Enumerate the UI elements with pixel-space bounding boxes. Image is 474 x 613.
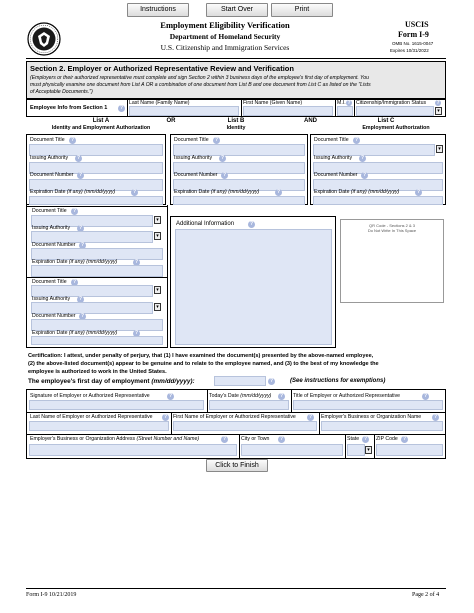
last-name-field[interactable] <box>129 106 239 116</box>
last-name-label: Last Name (Family Name) <box>129 100 190 106</box>
help-icon[interactable]: ? <box>134 330 139 336</box>
zip-label: ZIP Code <box>376 436 398 442</box>
help-icon[interactable]: ? <box>222 436 227 442</box>
help-icon[interactable]: ? <box>80 313 85 319</box>
help-icon[interactable]: ? <box>276 189 281 195</box>
help-icon[interactable]: ? <box>279 393 284 399</box>
footer-page-number: Page 2 of 4 <box>412 592 440 598</box>
first-day-label: The employee's first day of employment (mm/dd/yyyy): <box>28 378 195 385</box>
address-label: Employer's Business or Organization Address <box>30 436 136 442</box>
section2-instructions-3: of Acceptable Documents.") <box>30 89 93 95</box>
help-icon[interactable]: ? <box>354 137 359 143</box>
additional-info-area <box>170 216 446 348</box>
help-icon[interactable]: ? <box>78 172 83 178</box>
employee-info-row <box>26 99 446 117</box>
address-field[interactable] <box>29 444 237 456</box>
citizenship-field[interactable] <box>356 106 434 116</box>
document-number-label: Document Number <box>30 172 74 178</box>
help-icon[interactable]: ? <box>72 279 77 285</box>
instructions-button[interactable]: Instructions <box>127 3 189 17</box>
employer-last-name-label: Last Name of Employer or Authorized Representative <box>30 414 153 420</box>
help-icon[interactable]: ? <box>362 172 367 178</box>
list-c-document: Document Title ? ▾ Issuing Authority ? Document Number ? Expiration Date (if any) (mm/dd/yyyy) ? <box>310 134 446 205</box>
citizenship-label: Citizenship/Immigration Status <box>356 100 427 106</box>
department: Department of Homeland Security <box>169 32 281 41</box>
city-field[interactable] <box>241 444 343 456</box>
signature-field[interactable] <box>29 400 204 410</box>
first-day-field[interactable] <box>214 376 266 386</box>
employer-last-name-field[interactable] <box>29 421 169 431</box>
first-name-field[interactable] <box>243 106 333 116</box>
help-icon[interactable]: ? <box>76 155 81 161</box>
see-instructions-note: (See instructions for exemptions) <box>290 378 386 384</box>
signature-label: Signature of Employer or Authorized Representative <box>30 393 150 399</box>
help-icon[interactable]: ? <box>72 208 77 214</box>
help-icon[interactable]: ? <box>222 172 227 178</box>
list-headers <box>26 118 446 134</box>
mi-field[interactable] <box>337 106 353 116</box>
help-icon[interactable]: ? <box>363 436 368 442</box>
section2-instructions-2: must physically examine one document from List A OR a combination of one document from List B and one document from List C as listed on the "Lists <box>30 82 371 88</box>
employer-first-name-field[interactable] <box>173 421 317 431</box>
city-label: City or Town <box>241 436 270 442</box>
and-label: AND <box>304 118 317 124</box>
list-b-document: Document Title ? Issuing Authority ? Document Number ? Expiration Date (if any) (mm/dd/yyyy) ? <box>170 134 308 205</box>
additional-info-field[interactable] <box>175 229 332 345</box>
chevron-down-icon[interactable]: ▾ <box>154 303 161 311</box>
print-button[interactable]: Print <box>271 3 333 17</box>
help-icon[interactable]: ? <box>416 189 421 195</box>
mi-label: M.I. <box>337 100 346 106</box>
help-icon[interactable]: ? <box>279 436 284 442</box>
title-field[interactable] <box>293 400 443 410</box>
form-number: Form I-9 <box>398 30 429 39</box>
additional-info-label: Additional Information <box>176 221 235 227</box>
help-icon[interactable]: ? <box>214 137 219 143</box>
help-icon[interactable]: ? <box>134 259 139 265</box>
chevron-down-icon[interactable]: ▾ <box>154 216 161 224</box>
list-a-doc2-exp-field[interactable] <box>31 265 163 277</box>
help-icon[interactable]: ? <box>163 414 168 420</box>
list-b-exp-date-field[interactable] <box>173 196 305 205</box>
help-icon[interactable]: ? <box>78 296 83 302</box>
list-a-doc3-exp-field[interactable] <box>31 336 163 345</box>
zip-field[interactable] <box>376 444 443 456</box>
employee-info-label: Employee Info from Section 1 <box>30 105 108 111</box>
qr-label-2: Do Not Write In This Space <box>367 228 417 233</box>
employer-block: Signature of Employer or Authorized Representative ? Today's Date (mm/dd/yyyy) ? Title of Employer or Authorized Representative ? Last Name of Employer or Authorized Representative ? First Name of Employer or Authorized Representative ? Employer's Business or Organization Name ? Employer's Business or Organization Address (Street Number and Name) ? City or Town ? State ? ▾ ZIP Code ? <box>26 389 446 459</box>
help-icon[interactable]: ? <box>347 100 351 106</box>
footer-form-id: Form I-9 10/21/2019 <box>26 592 77 598</box>
help-icon[interactable]: ? <box>220 155 225 161</box>
help-icon[interactable]: ? <box>269 378 274 384</box>
first-name-label: First Name (Given Name) <box>243 100 303 106</box>
agency: U.S. Citizenship and Immigration Services <box>160 43 290 52</box>
chevron-down-icon[interactable]: ▾ <box>436 145 443 153</box>
section2-instructions-1: (Employers or their authorized representative must complete and sign Section 2 within 3 business days of the employee's first day of employment. You <box>30 75 369 81</box>
help-icon[interactable]: ? <box>78 225 83 231</box>
help-icon[interactable]: ? <box>119 105 124 111</box>
employer-first-name-label: First Name of Employer or Authorized Representative <box>173 414 296 420</box>
certification-text: Certification: I attest, under penalty of perjury, that (1) I have examined the document(s) presented by the above-named employee, (2) the above-listed document(s) appear to be genuine and to relate to the employee named, and (3) to the best of my knowledge the employee is authorized to work in the United States. <box>28 353 379 375</box>
chevron-down-icon[interactable]: ▾ <box>154 286 161 294</box>
form-title: Employment Eligibility Verification <box>160 20 290 30</box>
help-icon[interactable]: ? <box>360 155 365 161</box>
business-name-field[interactable] <box>321 421 443 431</box>
expiration: Expires 10/31/2022 <box>390 48 429 53</box>
list-a-subtitle: Identity and Employment Authorization <box>51 125 151 131</box>
start-over-button[interactable]: Start Over <box>206 3 268 17</box>
help-icon[interactable]: ? <box>402 436 407 442</box>
list-a-exp-date-field[interactable] <box>29 196 163 205</box>
help-icon[interactable]: ? <box>249 221 254 227</box>
help-icon[interactable]: ? <box>436 100 440 106</box>
section2-header <box>26 61 446 99</box>
help-icon[interactable]: ? <box>423 393 428 399</box>
click-to-finish-button[interactable]: Click to Finish <box>206 459 268 472</box>
help-icon[interactable]: ? <box>433 414 438 420</box>
business-name-label: Employer's Business or Organization Name <box>321 414 422 420</box>
or-label: OR <box>166 118 176 124</box>
state-field[interactable] <box>347 444 365 456</box>
title-label: Title of Employer or Authorized Representative <box>293 393 401 399</box>
list-c-subtitle: Employment Authorization <box>362 125 430 131</box>
chevron-down-icon[interactable]: ▾ <box>365 446 372 454</box>
help-icon[interactable]: ? <box>308 414 313 420</box>
doc-title-label: Document Title <box>30 137 65 143</box>
qr-code-area <box>340 219 444 303</box>
section2-title: Section 2. Employer or Authorized Representative Review and Verification <box>30 64 294 73</box>
dhs-seal-icon <box>27 22 61 56</box>
chevron-down-icon[interactable]: ▾ <box>435 107 442 115</box>
state-label: State <box>347 436 360 442</box>
list-c-exp-date-field[interactable] <box>313 196 443 205</box>
list-a-document-1: Document Title ? Issuing Authority ? Document Number ? Expiration Date (if any) (mm/dd/yyyy) ? <box>26 134 166 205</box>
help-icon[interactable]: ? <box>80 242 85 248</box>
list-a-additional-documents: Document Title ? ▾ Issuing Authority ? ▾ Document Number ? Expiration Date (if any) (mm/dd/yyyy) ? Document Title ? ▾ Issuing Authority ? ▾ Document Number ? Expiration Date (if any) (mm/dd/yyyy) ? <box>26 205 168 348</box>
list-b-subtitle: Identity <box>226 125 246 131</box>
issuing-authority-label: Issuing Authority <box>30 155 69 161</box>
todays-date-field[interactable] <box>209 400 289 410</box>
omb-number: OMB No. 1615-0047 <box>392 41 434 46</box>
help-icon[interactable]: ? <box>132 189 137 195</box>
list-a-title: List A <box>92 118 110 124</box>
list-c-title: List C <box>377 118 395 124</box>
help-icon[interactable]: ? <box>168 393 173 399</box>
list-b-title: List B <box>227 118 245 124</box>
chevron-down-icon[interactable]: ▾ <box>154 232 161 240</box>
qr-label-1: QR Code - Sections 2 & 3 <box>368 223 416 228</box>
help-icon[interactable]: ? <box>70 137 75 143</box>
uscis-label: USCIS <box>405 20 429 29</box>
